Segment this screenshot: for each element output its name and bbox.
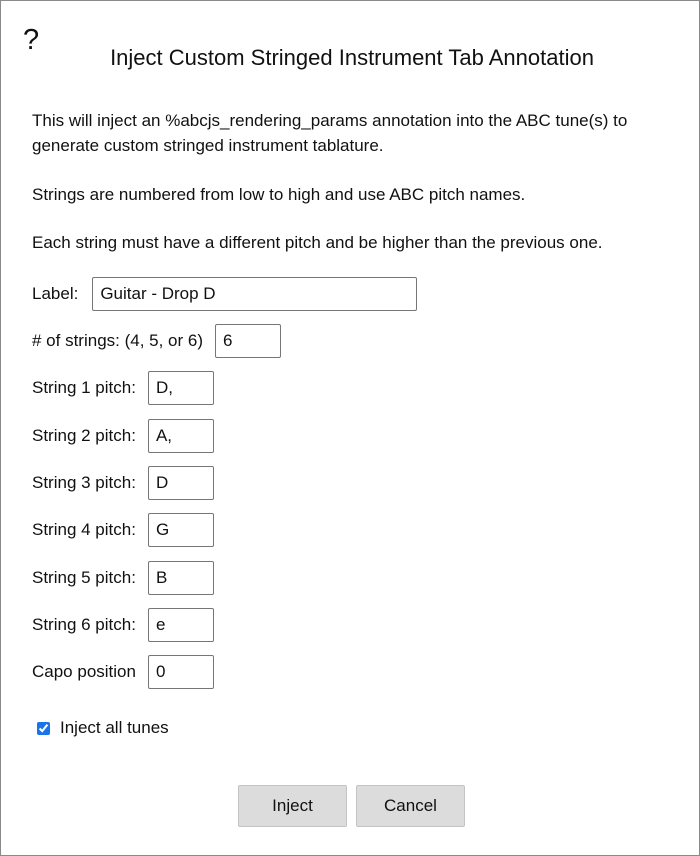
label-input[interactable] [92, 277, 417, 311]
strings-count-row [32, 324, 281, 358]
capo-label: Capo position [32, 662, 136, 681]
capo-input[interactable] [148, 655, 214, 689]
strings-count-input[interactable] [215, 324, 281, 358]
string-4-label: String 4 pitch: [32, 520, 136, 539]
label-field-label: Label: [32, 284, 79, 303]
string-5-pitch-input[interactable] [148, 561, 214, 595]
strings-count-label: # of strings: (4, 5, or 6) [32, 331, 204, 350]
string-4-pitch-input[interactable] [148, 513, 214, 547]
label-row [32, 277, 417, 311]
string-2-pitch-input[interactable] [148, 419, 214, 453]
string-2-label: String 2 pitch: [32, 426, 136, 445]
inject-all-label[interactable]: Inject all tunes [60, 718, 169, 737]
cancel-button[interactable]: Cancel [356, 785, 465, 827]
string-3-row [32, 466, 214, 500]
dialog-title: Inject Custom Stringed Instrument Tab Annotation [110, 45, 594, 70]
description-numbering: Strings are numbered from low to high and use ABC pitch names. [32, 185, 526, 204]
string-6-row [32, 608, 214, 642]
string-5-row [32, 561, 214, 595]
string-3-pitch-input[interactable] [148, 466, 214, 500]
string-5-label: String 5 pitch: [32, 568, 136, 587]
string-1-row [32, 371, 214, 405]
inject-button[interactable]: Inject [238, 785, 347, 827]
capo-row [32, 655, 214, 689]
help-icon[interactable]: ? [23, 24, 40, 56]
description-pitch-rule: Each string must have a different pitch and be higher than the previous one. [32, 233, 603, 252]
description-injection: This will inject an %abcjs_rendering_params annotation into the ABC tune(s) to generate custom stringed instrument tablature. [32, 111, 628, 155]
string-4-row [32, 513, 214, 547]
string-6-label: String 6 pitch: [32, 615, 136, 634]
string-1-label: String 1 pitch: [32, 378, 136, 397]
string-2-row [32, 419, 214, 453]
string-6-pitch-input[interactable] [148, 608, 214, 642]
string-1-pitch-input[interactable] [148, 371, 214, 405]
inject-all-row [37, 718, 169, 738]
string-3-label: String 3 pitch: [32, 473, 136, 492]
inject-all-checkbox[interactable] [37, 722, 50, 735]
